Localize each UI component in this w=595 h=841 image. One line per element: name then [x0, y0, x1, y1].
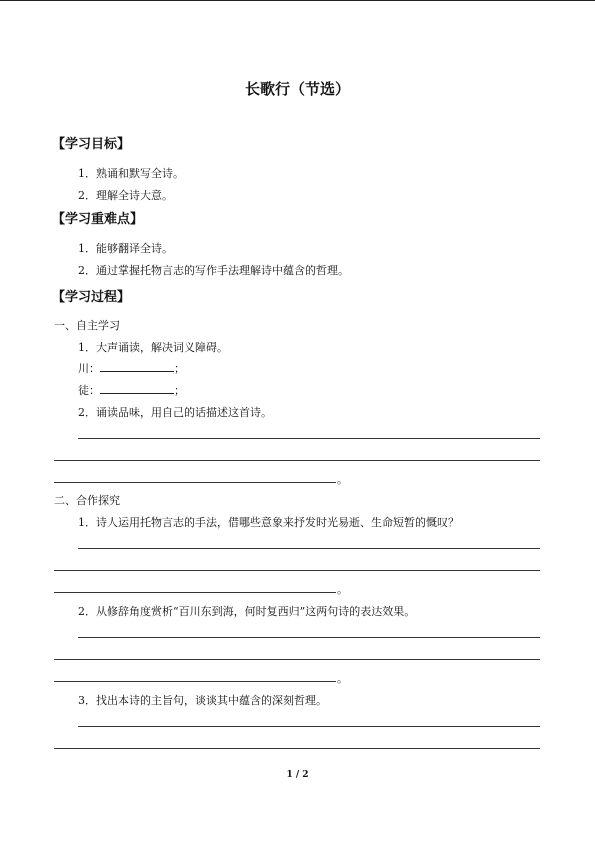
answer-end-period: 。 — [337, 672, 348, 685]
section-heading-process: 【学习过程】 — [52, 290, 131, 305]
part2-question-1: 1．诗人运用托物言志的手法，借哪些意象来抒发时光易逝、生命短暂的慨叹？ — [78, 516, 459, 529]
section-heading-key-points: 【学习重难点】 — [52, 212, 144, 227]
page-title: 长歌行（节选） — [244, 80, 350, 98]
header-rule — [0, 0, 595, 1]
answer-blank-chuan[interactable] — [100, 361, 174, 372]
part1-heading: 一、自主学习 — [54, 319, 120, 332]
answer-blank-tu[interactable] — [100, 383, 174, 394]
answer-line[interactable] — [54, 460, 540, 461]
answer-line[interactable] — [78, 637, 540, 638]
key-point-item-2: 2．通过掌握托物言志的写作手法理解诗中蕴含的哲理。 — [78, 264, 349, 277]
vocab-line-tu — [78, 382, 185, 398]
part2-question-3: 3．找出本诗的主旨句，谈谈其中蕴含的深刻哲理。 — [78, 694, 327, 707]
part1-question-1: 1．大声诵读，解决词义障碍。 — [78, 341, 228, 354]
objective-item-1: 1．熟诵和默写全诗。 — [78, 167, 184, 180]
answer-end-period: 。 — [337, 473, 348, 486]
vocab-word-chuan: 川： — [78, 362, 100, 375]
answer-line[interactable] — [54, 482, 336, 483]
answer-end-period: 。 — [337, 583, 348, 596]
objective-item-2: 2．理解全诗大意。 — [78, 189, 173, 202]
blank-end-mark: ； — [174, 362, 185, 375]
part2-heading: 二、合作探究 — [54, 494, 120, 507]
page-number: 1 / 2 — [286, 770, 309, 780]
answer-line[interactable] — [78, 548, 540, 549]
answer-line[interactable] — [54, 681, 336, 682]
answer-line[interactable] — [54, 659, 540, 660]
answer-line[interactable] — [78, 726, 540, 727]
vocab-word-tu: 徒： — [78, 384, 100, 397]
key-point-item-1: 1．能够翻译全诗。 — [78, 242, 173, 255]
answer-line[interactable] — [54, 592, 336, 593]
vocab-line-chuan — [78, 360, 185, 376]
answer-line[interactable] — [78, 438, 540, 439]
part2-question-2: 2．从修辞角度赏析“百川东到海，何时复西归”这两句诗的表达效果。 — [78, 605, 416, 618]
part1-question-2: 2．诵读品味，用自己的话描述这首诗。 — [78, 406, 272, 419]
answer-line[interactable] — [54, 748, 540, 749]
blank-end-mark: ； — [174, 384, 185, 397]
answer-line[interactable] — [54, 570, 540, 571]
section-heading-objectives: 【学习目标】 — [52, 137, 131, 152]
